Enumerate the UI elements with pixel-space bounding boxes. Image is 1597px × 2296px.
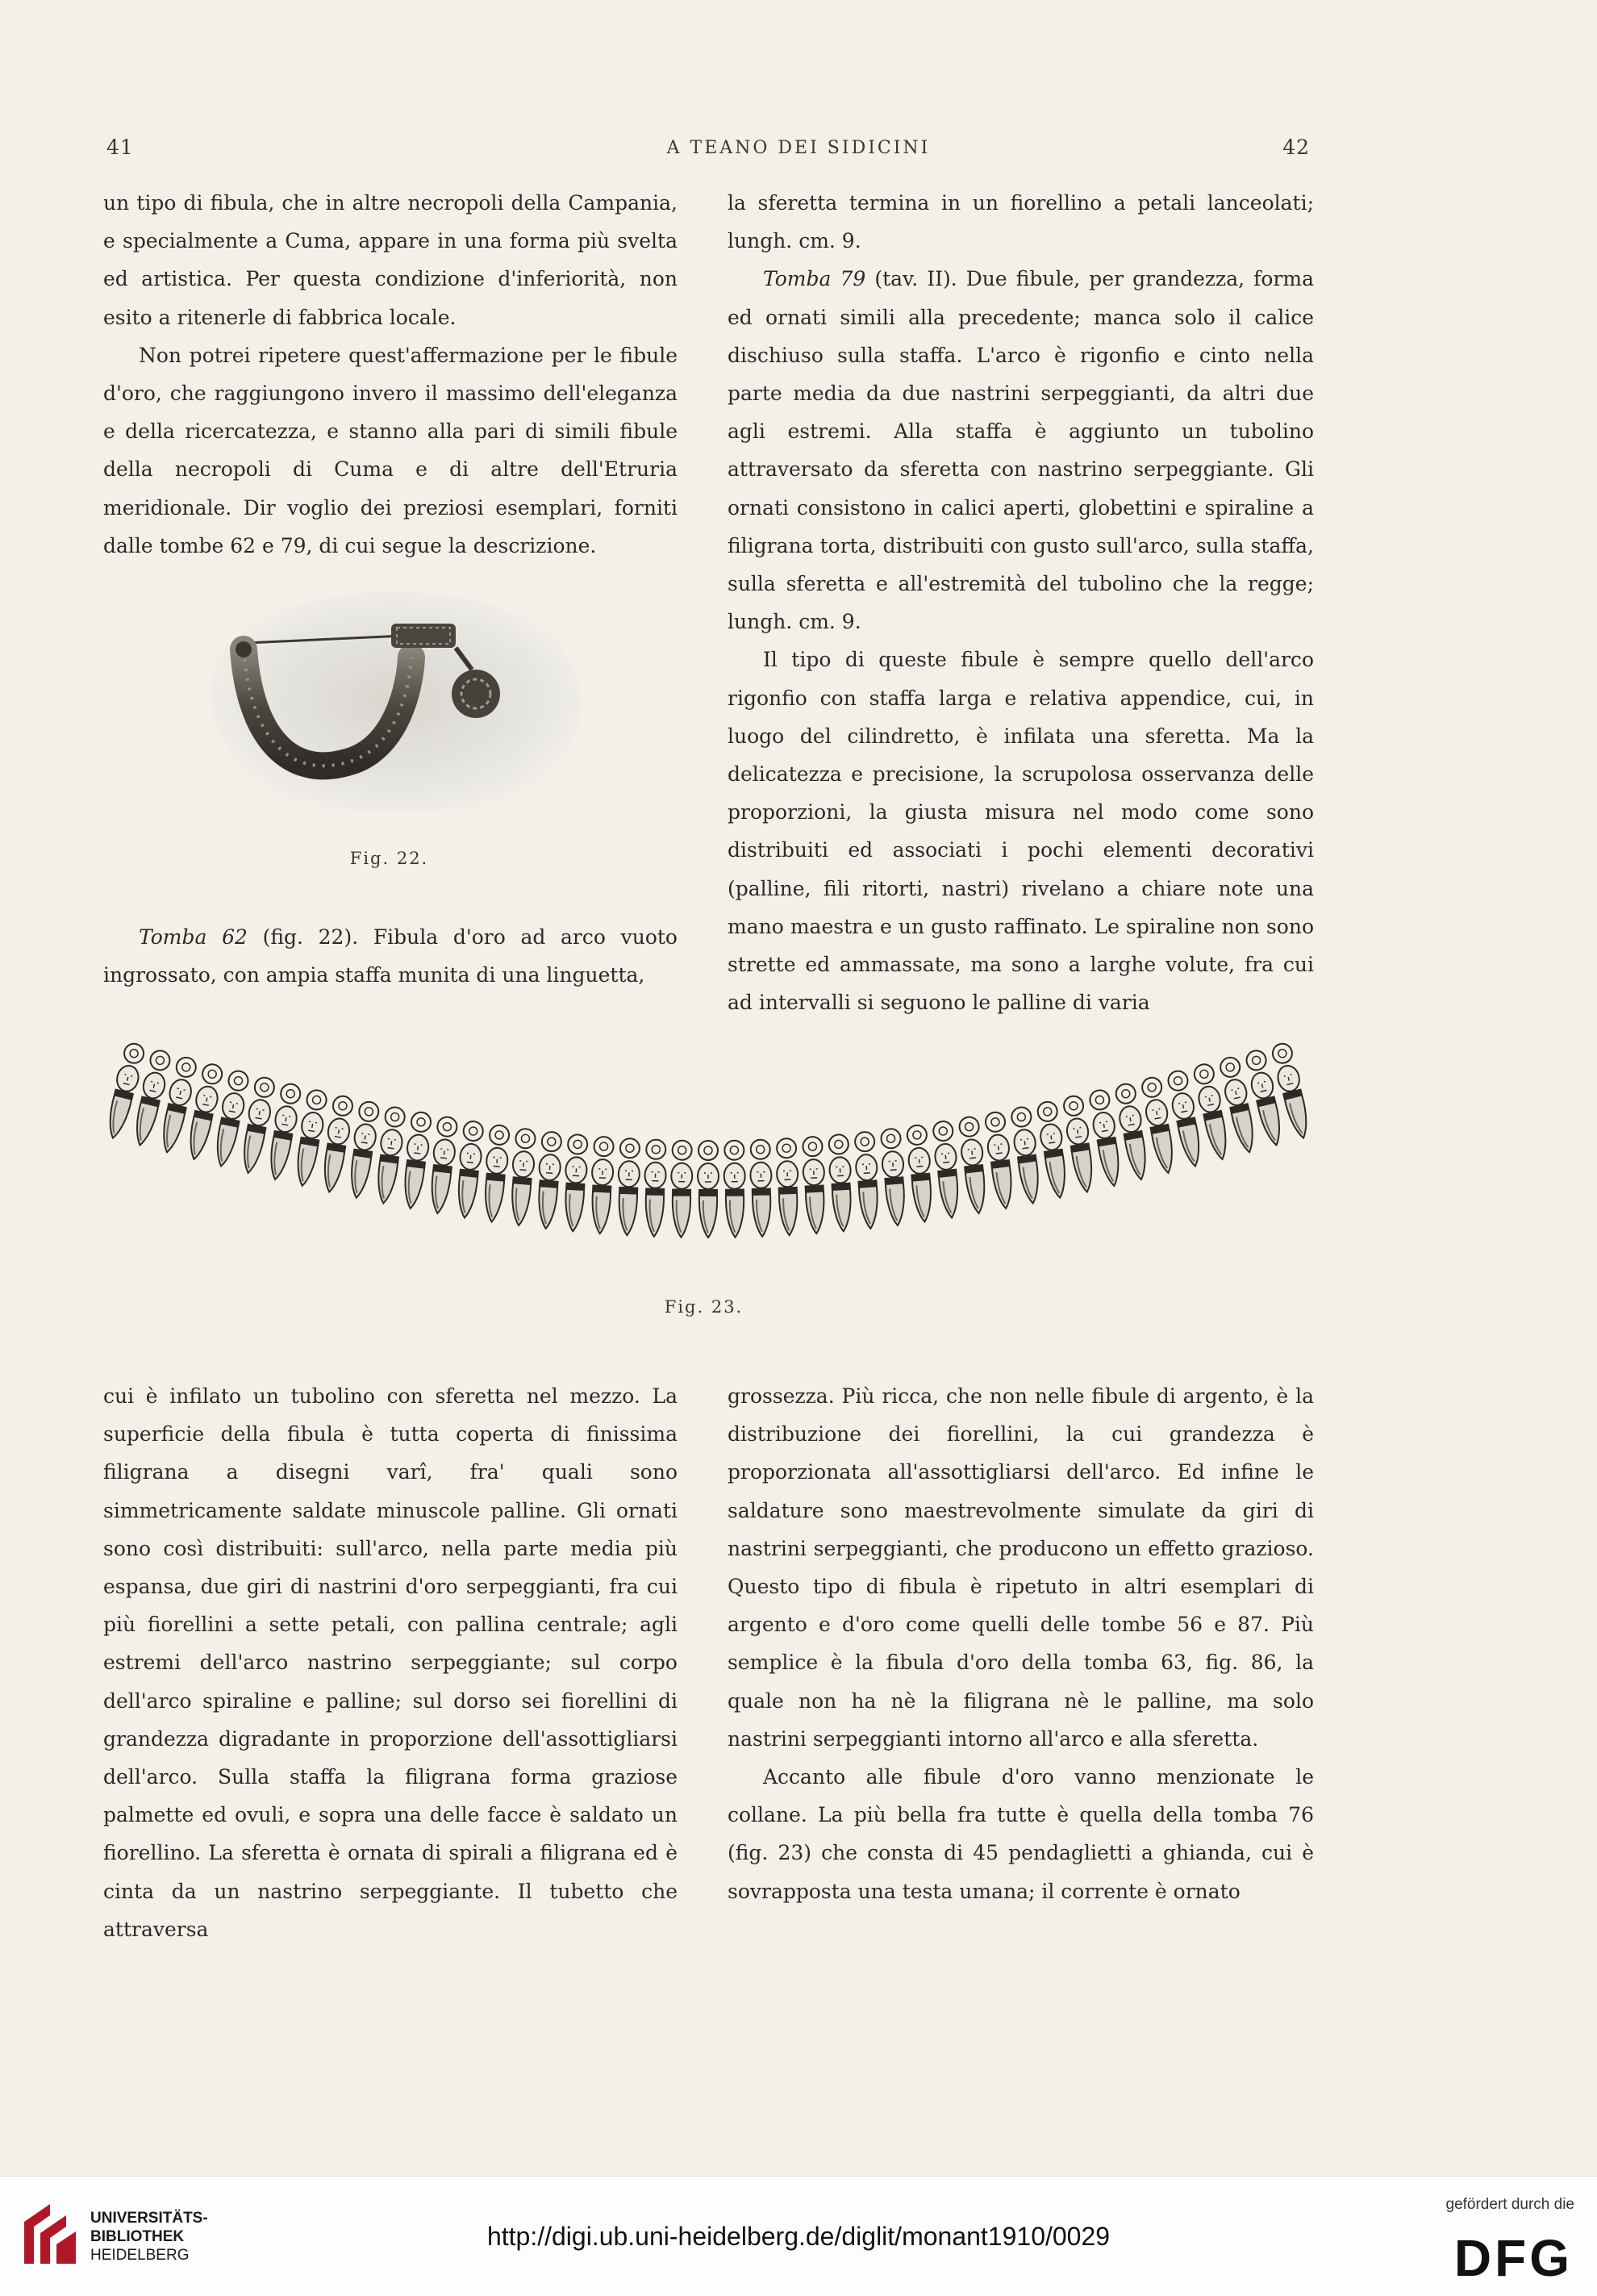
- necklace-pendant: [749, 1139, 773, 1237]
- necklace-pendant: [723, 1141, 745, 1238]
- necklace-pendant: [932, 1121, 962, 1219]
- necklace-pendant: [880, 1128, 908, 1226]
- necklace-pendant: [1010, 1106, 1044, 1204]
- necklace-pendant: [1036, 1100, 1070, 1199]
- running-title: A TEANO DEI SIDICINI: [666, 138, 931, 158]
- page-number-left: 41: [106, 136, 134, 159]
- necklace-pendant: [508, 1128, 536, 1226]
- necklace-pendant: [454, 1121, 485, 1219]
- funded-by-text: gefördert durch die: [1445, 2196, 1574, 2213]
- necklace-pendant: [1061, 1095, 1097, 1194]
- text-column-right-top: [728, 184, 1314, 1021]
- necklace-pendant: [400, 1111, 432, 1209]
- library-name-line: BIBLIOTHEK: [90, 2228, 185, 2245]
- necklace-pendant: [698, 1141, 719, 1238]
- paragraph: grossezza. Più ricca, che non nelle fibule di argento, è la distribuzione dei fiorellini, la cui grandezza è proporzionata all'assottigliarsi dell'arco. Ed infine le saldature sono maestrevolmente simulate da giri di nastrini serpeggianti, che producono un effetto grazioso. Questo tipo di fibula è ripetuto in altri esemplari di argento e d'oro come quelli delle tombe 56 e 87. Più semplice è la fibula d'oro della tomba 63, fig. 86, la quale non ha nè la filigrana nè le palline, ma solo nastrini serpeggianti intorno all'arco e alla sferetta.: [728, 1384, 1314, 1751]
- necklace-pendant: [957, 1116, 989, 1214]
- paragraph: Non potrei ripetere quest'affermazione per le fibule d'oro, che raggiungono invero il massimo dell'eleganza e della ricercatezza, e stanno alla pari di simili fibule della necropoli di Cuma e di altre dell'Etruria meridionale. Dir voglio dei preziosi esemplari, forniti dalle tombe 62 e 79, di cui segue la descrizione.: [103, 343, 678, 557]
- necklace-pendant: [319, 1095, 354, 1194]
- necklace-pendant: [292, 1088, 329, 1188]
- necklace-drawing-icon: [103, 1023, 1313, 1273]
- necklace-pendant: [427, 1116, 458, 1214]
- paragraph-text: (tav. II). Due fibule, per grandezza, forma ed ornati simili alla precedente; manca solo il calice dischiuso sulla staffa. L'arco è rigonfio e cinto nella parte media da due nastrini serpeggianti, da altri due agli estremi. Alla staffa è aggiunto un tubolino attraversato da sferetta con nastrino serpeggiante. Gli ornati consistono in calici aperti, globettini e spiraline a filigrana torta, distribuiti con gusto sull'arco, sulla staffa, sulla sferetta e all'estremità del tubolino che la regge; lungh. cm. 9.: [728, 267, 1314, 634]
- text-column-left-bottom: [103, 1377, 678, 1948]
- library-name-line: UNIVERSITÄTS-: [90, 2210, 208, 2227]
- library-name-line: HEIDELBERG: [90, 2247, 190, 2264]
- paragraph-text: (fig. 22). Fibula d'oro ad arco vuoto ingrossato, con ampia staffa munita di una linguetta,: [103, 925, 678, 987]
- footer-bar: [0, 2176, 1597, 2296]
- paragraph: la sferetta termina in un fiorellino a petali lanceolati; lungh. cm. 9.: [728, 191, 1314, 253]
- necklace-pendant: [670, 1141, 692, 1238]
- fibula-photo-icon: [194, 577, 597, 843]
- tomba-label: Tomba 62: [139, 925, 248, 949]
- necklace-pendant: [346, 1100, 381, 1199]
- necklace-pendant: [590, 1137, 615, 1234]
- necklace-pendant: [536, 1131, 563, 1229]
- text-column-right-bottom: [728, 1377, 1314, 1910]
- paragraph: cui è infilato un tubolino con sferetta nel mezzo. La superficie della fibula è tutta coperta di finissima filigrana a disegni varî, fra' quali sono simmetricamente saldate minuscole palline. Gli ornati sono così distribuiti: sull'arco, nella parte media più espansa, due giri di nastrini d'oro serpeggianti, fra cui più fiorellini a sette petali, con pallina centrale; agli estremi dell'arco nastrino serpeggiante; sul corpo dell'arco spiraline e palline; sul dorso sei fiorellini di grandezza digradante in proporzione dell'assottigliarsi dell'arco. Sulla staffa la filigrana forma graziose palmette ed ovuli, e sopra una delle facce è saldato un fiorellino. La sferetta è ornata di spirali a filigrana ed è cinta da un nastrino serpeggiante. Il tubetto che attraversa: [103, 1384, 678, 1941]
- necklace-pendant: [644, 1139, 667, 1237]
- paragraph: un tipo di fibula, che in altre necropoli della Campania, e specialmente a Cuma, appare in una forma più svelta ed artistica. Per questa condizione d'inferiorità, non esito a ritenerle di fabbrica locale.: [103, 191, 678, 329]
- necklace-pendant: [1114, 1083, 1152, 1182]
- necklace-pendant: [482, 1125, 511, 1223]
- necklace-pendant: [776, 1138, 800, 1236]
- necklace-pendant: [828, 1134, 854, 1232]
- necklace-pendant: [1088, 1088, 1125, 1188]
- necklace-pendant: [562, 1134, 589, 1232]
- dfg-logo: DFG: [1453, 2229, 1573, 2287]
- paragraph: [103, 918, 678, 994]
- necklace-pendant: [802, 1137, 827, 1234]
- page-number-right: 42: [1282, 136, 1310, 159]
- figure-caption: Fig. 22.: [349, 849, 429, 868]
- document-url-link[interactable]: http://digi.ub.uni-heidelberg.de/diglit/monant1910/0029: [486, 2222, 1111, 2251]
- necklace-pendant: [373, 1106, 407, 1204]
- tomba-label: Tomba 79: [763, 267, 866, 291]
- figure-caption: Fig. 23.: [664, 1297, 744, 1317]
- necklace-pendant: [853, 1131, 881, 1229]
- necklace-pendant: [984, 1111, 1016, 1209]
- paragraph: Il tipo di queste fibule è sempre quello dell'arco rigonfio con staffa larga e relativa appendice, cui, in luogo del cilindretto, è infilata una sferetta. Ma la delicatezza e precisione, la scrupolosa osservanza delle proporzioni, la giusta misura nel modo come sono distribuiti ed associati i pochi elementi decorativi (palline, fili ritorti, nastri) rivelano a chiare note una mano maestra e un gusto raffinato. Le spiraline non sono strette ed ammassate, ma sono a larghe volute, fra cui ad intervalli si seguono le palline di varia: [728, 648, 1314, 1015]
- necklace-pendant: [616, 1138, 640, 1236]
- necklace-pendant: [265, 1083, 302, 1182]
- paragraph: [728, 260, 1314, 641]
- text-column-left-top: [103, 184, 678, 565]
- necklace-pendant: [906, 1125, 936, 1223]
- paragraph: Accanto alle fibule d'oro vanno menzionate le collane. La più bella fra tutte è quella della tomba 76 (fig. 23) che consta di 45 pendaglietti a ghianda, cui è sovrapposta una testa umana; il corrente è ornato: [728, 1765, 1314, 1903]
- text-column-left-mid: [103, 918, 678, 994]
